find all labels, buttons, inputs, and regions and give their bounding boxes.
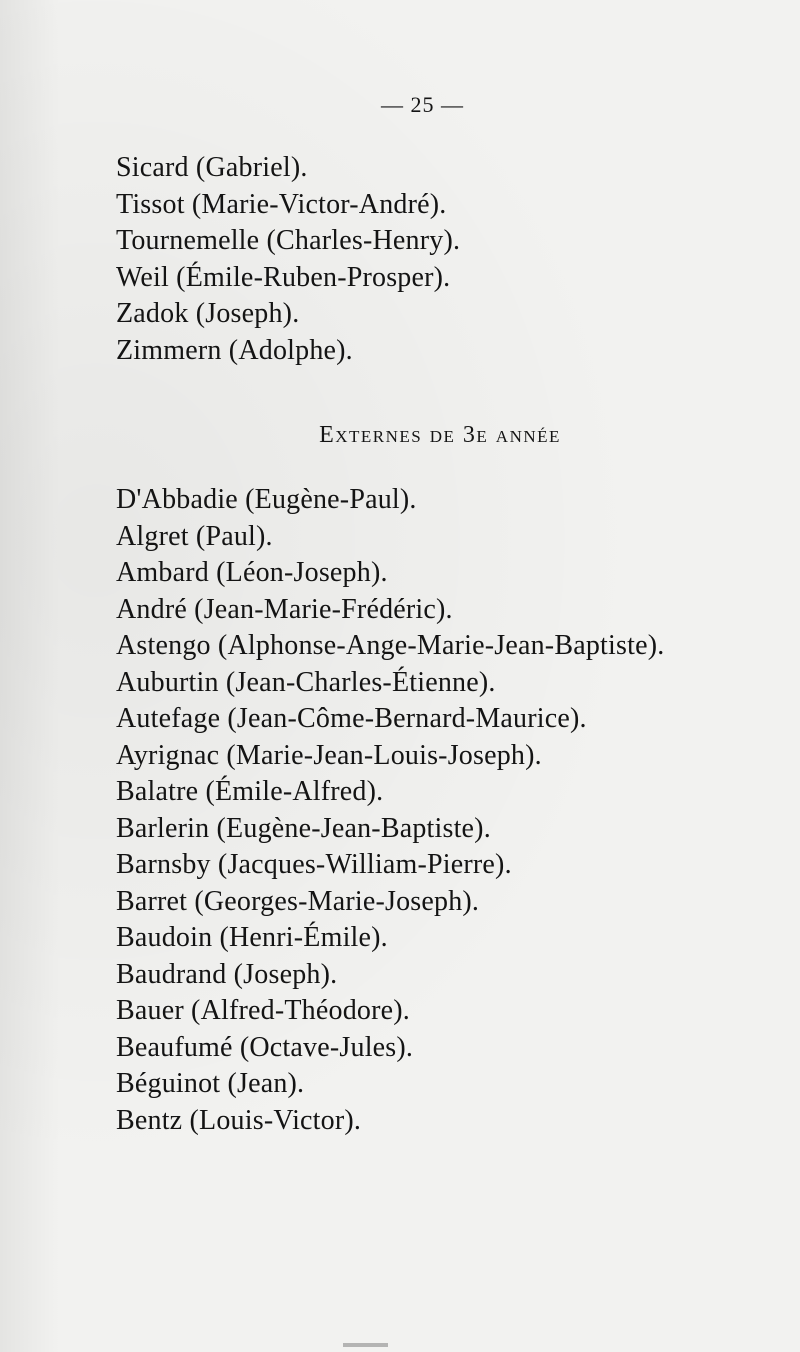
list-item: Bentz (Louis-Victor). bbox=[116, 1104, 362, 1136]
list-item: Barnsby (Jacques-William-Pierre). bbox=[116, 849, 512, 880]
list-item: Bauer (Alfred-Théodore). bbox=[116, 995, 410, 1026]
list-item: Balatre (Émile-Alfred). bbox=[116, 776, 384, 807]
list-item: Auburtin (Jean-Charles-Étienne). bbox=[116, 666, 496, 698]
list-item: Ambard (Léon-Joseph). bbox=[116, 557, 388, 588]
list-item: Béguinot (Jean). bbox=[116, 1068, 305, 1099]
list-item: Baudoin (Henri-Émile). bbox=[116, 922, 388, 953]
list-item: Algret (Paul). bbox=[116, 520, 273, 552]
list-item: Astengo (Alphonse-Ange-Marie-Jean-Baptiste). bbox=[116, 630, 665, 661]
page-edge-mark bbox=[343, 1343, 388, 1347]
list-item: Weil (Émile-Ruben-Prosper). bbox=[116, 261, 451, 293]
page-number: — 25 — bbox=[381, 92, 464, 117]
list-item: Sicard (Gabriel). bbox=[116, 152, 308, 183]
list-item: Tissot (Marie-Victor-André). bbox=[116, 188, 447, 220]
list-item: Baudrand (Joseph). bbox=[116, 958, 338, 990]
list-item: Zimmern (Adolphe). bbox=[116, 334, 353, 366]
list-item: D'Abbadie (Eugène-Paul). bbox=[116, 484, 417, 515]
list-item: Ayrignac (Marie-Jean-Louis-Joseph). bbox=[116, 739, 542, 771]
bleed-through-texture bbox=[658, 140, 738, 470]
list-item: Barlerin (Eugène-Jean-Baptiste). bbox=[116, 812, 491, 844]
section-heading: Externes de 3e année bbox=[319, 422, 561, 448]
list-item: Autefage (Jean-Côme-Bernard-Maurice). bbox=[116, 703, 587, 734]
list-item: Tournemelle (Charles-Henry). bbox=[116, 225, 461, 256]
name-list-externes bbox=[116, 482, 664, 1139]
list-item: Barret (Georges-Marie-Joseph). bbox=[116, 885, 480, 917]
name-list-continued bbox=[116, 150, 460, 369]
list-item: Zadok (Joseph). bbox=[116, 298, 300, 329]
list-item: André (Jean-Marie-Frédéric). bbox=[116, 593, 453, 625]
list-item: Beaufumé (Octave-Jules). bbox=[116, 1031, 414, 1063]
